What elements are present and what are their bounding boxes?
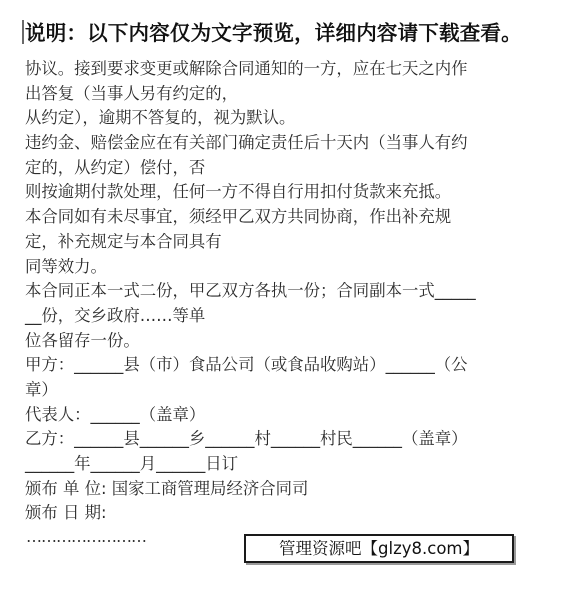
document-line: 颁布 日 期: [25, 503, 107, 523]
document-line: 出答复（当事人另有约定的， [25, 83, 239, 103]
document-line: 颁布 单 位: 国家工商管理局经济合同司 [25, 478, 309, 498]
source-link-badge[interactable]: 管理资源吧【glzy8.com】 [244, 534, 514, 563]
preview-notice: 说明：以下内容仅为文字预览，详细内容请下载查看。 [25, 21, 522, 45]
document-line: 章） [25, 379, 58, 399]
document-line: 甲方：______县（市）食品公司（或食品收购站）______（公 [25, 355, 468, 375]
document-line: 代表人：______（盖章） [25, 404, 206, 424]
document-line: 本合同正本一式二份，甲乙双方各执一份；合同副本一式_____ [25, 281, 476, 301]
text-cursor [22, 20, 24, 44]
document-line: 协议。接到要求变更或解除合同通知的一方，应在七天之内作 [25, 59, 468, 78]
document-line: 定，补充规定与本合同具有 [25, 231, 222, 251]
document-body [25, 57, 555, 526]
document-line: 本合同如有未尽事宜，须经甲乙双方共同协商，作出补充规 [25, 207, 452, 227]
document-line: 从约定），逾期不答复的，视为默认。 [25, 108, 296, 128]
document-line: 则按逾期付款处理，任何一方不得自行用扣付货款来充抵。 [25, 182, 452, 202]
document-line: 同等效力。 [25, 256, 107, 276]
document-line: 乙方：______县______乡______村______村民______（盖章） [25, 429, 468, 449]
trailing-dots: …………………… [26, 527, 146, 546]
document-line: 违约金、赔偿金应在有关部门确定责任后十天内（当事人有约 [25, 133, 468, 153]
document-line: 位各留存一份。 [25, 330, 140, 350]
document-line: 定的，从约定）偿付，否 [25, 157, 206, 177]
document-line: ______年______月______日订 [25, 454, 239, 473]
document-line: __份，交乡政府……等单 [25, 305, 206, 325]
